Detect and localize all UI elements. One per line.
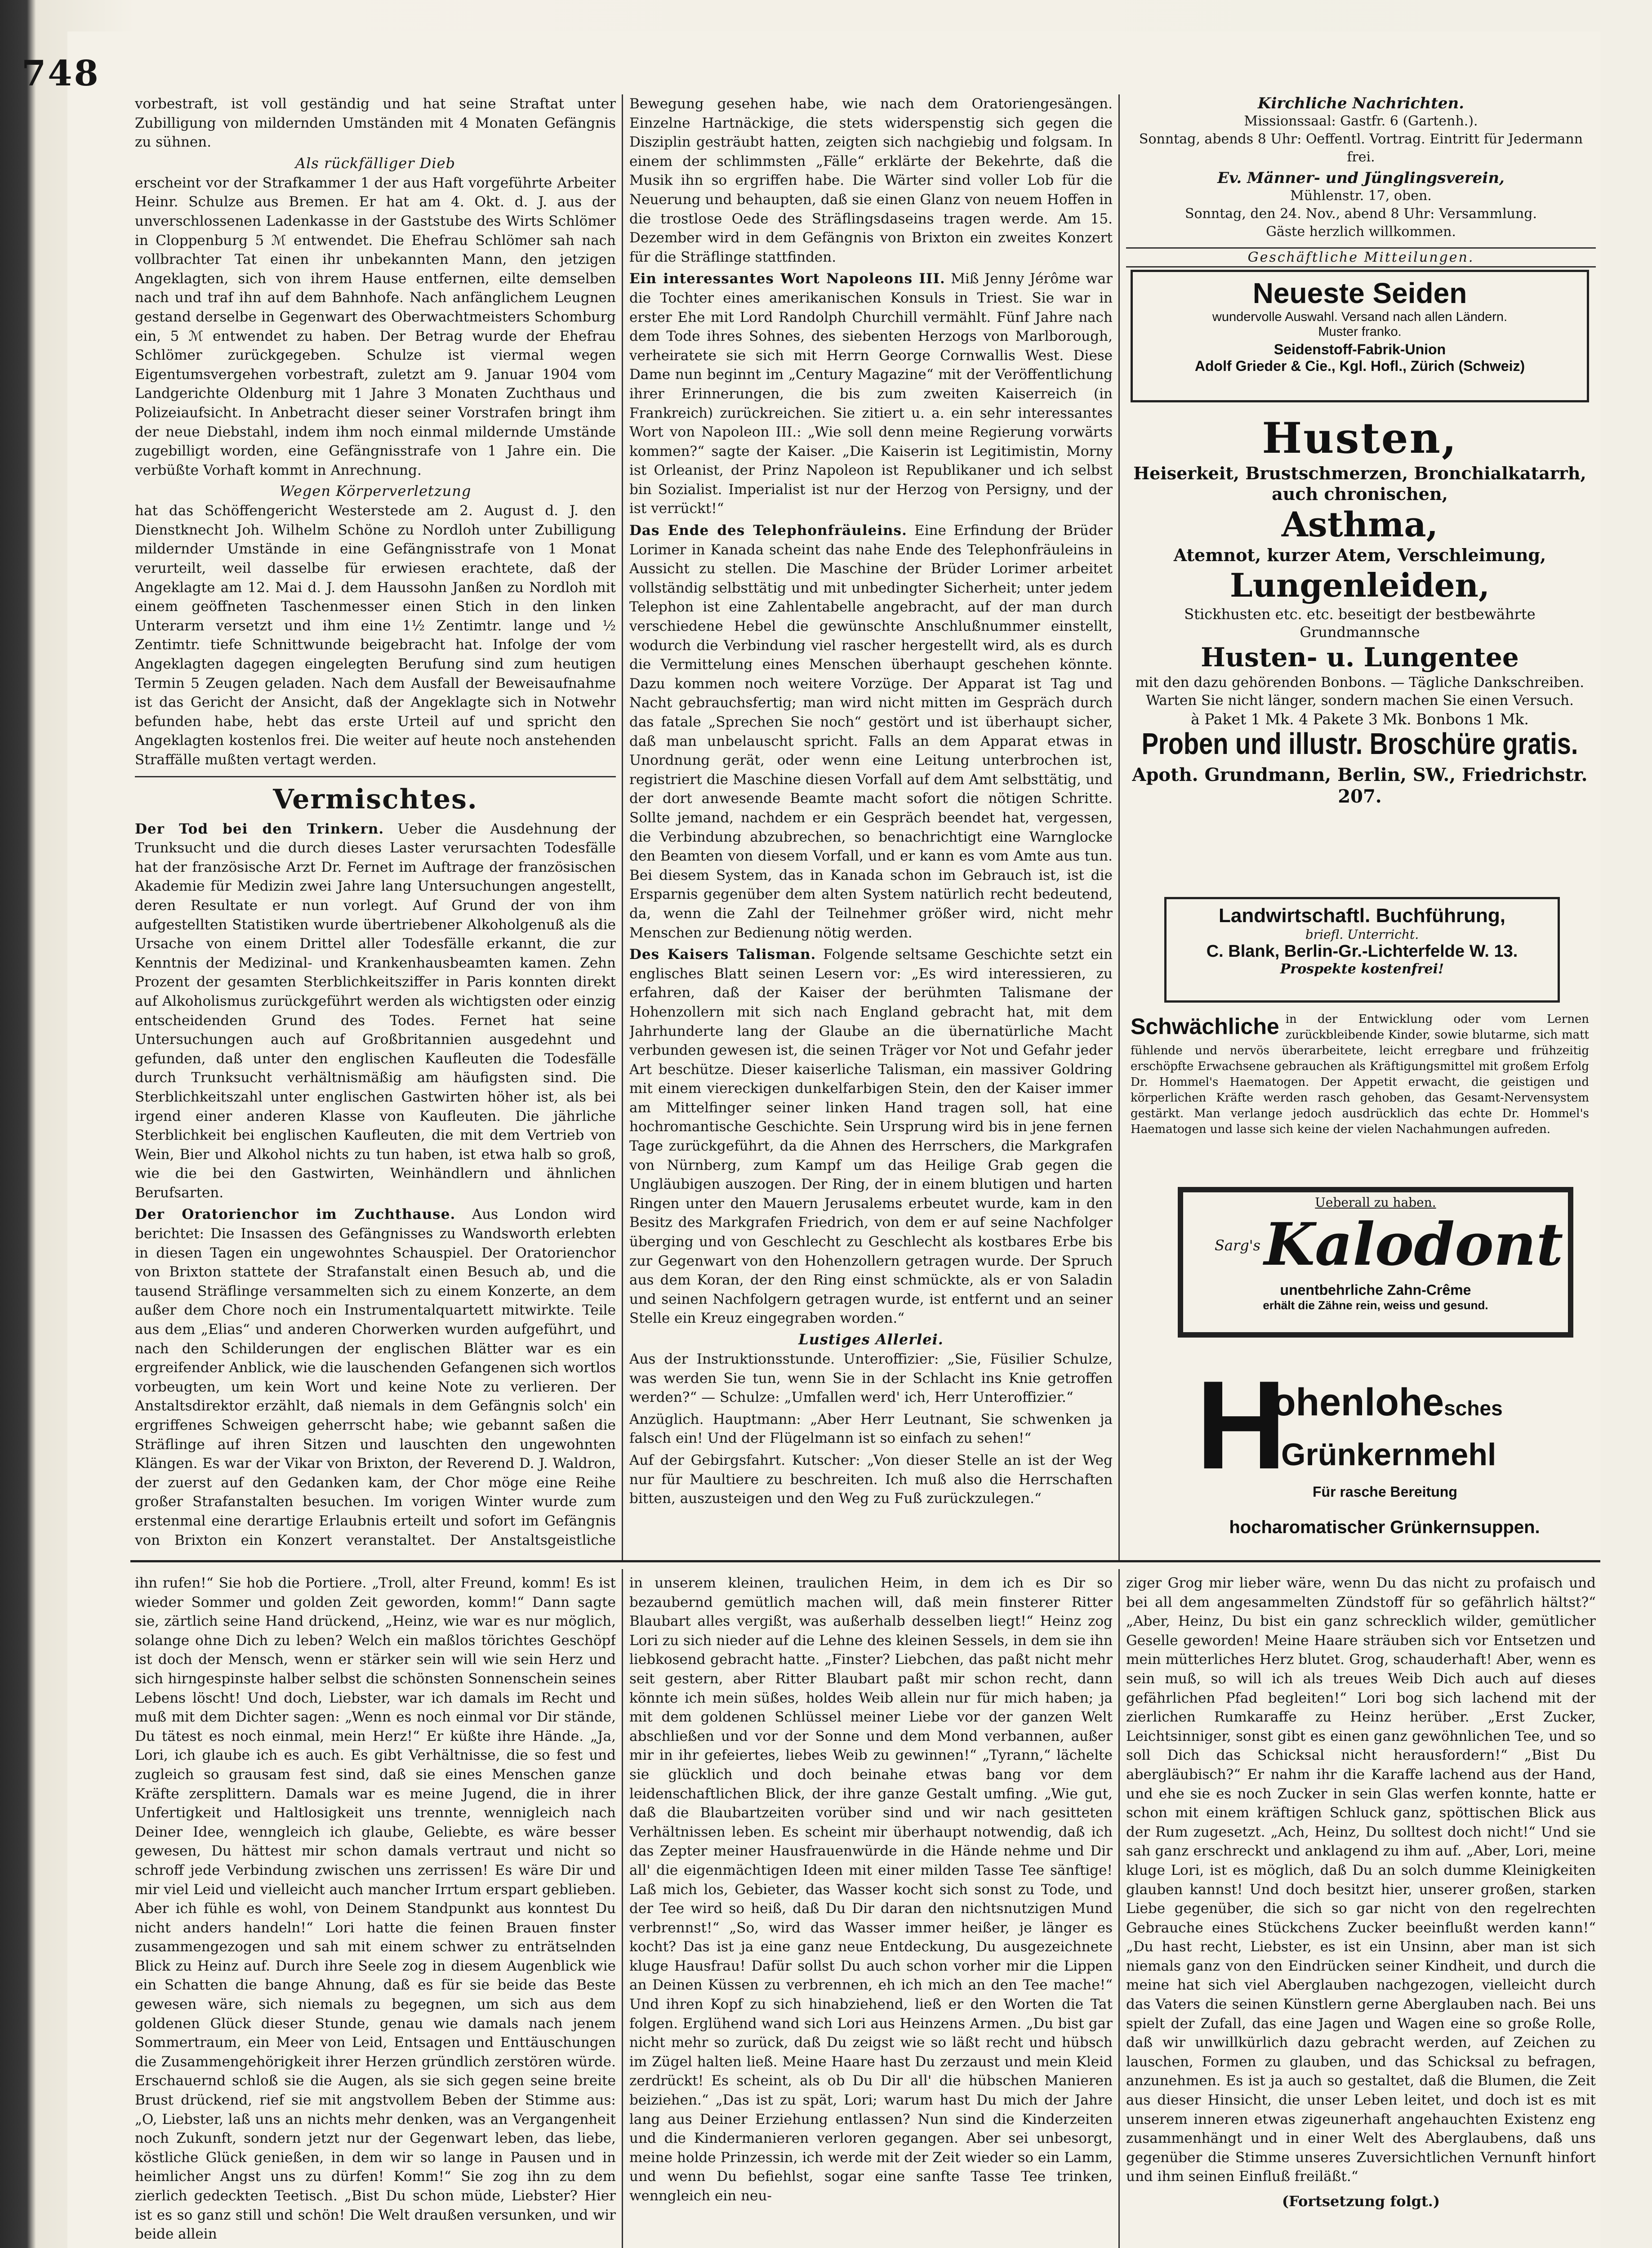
ad-buch-line-3: Prospekte kostenfrei! [1280, 961, 1444, 977]
ad-schw-body [1131, 1012, 1589, 1137]
ad-buch-line-2: C. Blank, Berlin-Gr.-Lichterfelde W. 13. [1206, 942, 1518, 961]
ad-seiden [1131, 270, 1589, 402]
ad-hohenlohe [1187, 1355, 1582, 1551]
ad-kalodont-logo-area [1183, 1210, 1568, 1282]
ad-hohen-line-3: Für rasche Bereitung [1313, 1484, 1457, 1500]
ad-schw-title: Schwächliche [1131, 1014, 1279, 1039]
feuilleton-rule-1 [622, 1569, 623, 2248]
ad-husten-line-3: Stickhusten etc. etc. beseitigt der bestbewährte Grundmannsche [1184, 606, 1536, 641]
ad-husten-proben: Proben und illustr. Broschüre gratis. [1141, 726, 1578, 761]
article-continuation: vorbestraft, ist voll geständig und hat seine Straftat unter Zubilligung von mildernden Umständen mit 4 Monaten Gefängnis zu sühnen. [135, 96, 616, 151]
heading-rueckfaelliger-dieb: Als rückfälliger Dieb [295, 154, 455, 172]
text-talisman: Folgende seltsame Geschichte setzt ein englisches Blatt seinen Lesern vor: „Es wird interessieren, zu erfahren, daß der Kaiser der berühmten Talismane der Hohenzollern mit sich nach England gebracht hat, mit dem Jahrhunderte lang der Glaube an die übernatürliche Macht verbunden gewesen ist, die seinen Träger vor Not und Gefahr jeder Art beschütze. Dieser kaiserliche Talisman, ein massiver Goldring mit einem viereckigen dunkelfarbigen Stein, den der Kaiser immer am Mittelfinger seiner linken Hand tragen soll, hat eine hochromantische Geschichte. Sein Ursprung wird bis in jene fernen Tage zurückgeführt, da die Ahnen des Herrschers, die Markgrafen von Nürnberg, zum Kampf um das Heilige Grab gegen die Ungläubigen auszogen. Der Ring, der in einem blutigen und harten Ringen unter den Mauern Jerusalems erbeutet wurde, kam in den Besitz des Markgrafen Friedrich, von dem er auf seine Nachfolger überging und von Geschlecht zu Geschlecht als kostbares Erbe bis zur Gegenwart von den Hohenzollern getragen wurde. Der Spruch aus dem Koran, der den Ring einst schmückte, als er von Saladin und seinen Nachfolgern getragen wurde, ist entfernt und an seiner Stelle ein Kreuz eingegraben worden.“ [629, 946, 1113, 1327]
church-notices [1126, 94, 1596, 241]
ad-husten-asthma: Asthma, [1281, 504, 1438, 544]
section-divider [135, 776, 616, 777]
church-title: Kirchliche Nachrichten. [1257, 94, 1465, 112]
ad-buch-title: Landwirtschaftl. Buchführung, [1219, 905, 1505, 927]
church-title-2: Ev. Männer- und Jünglingsverein, [1217, 169, 1505, 187]
text-tod: Ueber die Ausdehnung der Trunksucht und die durch dieses Laster verursachten Todesfälle hat der französische Arzt Dr. Fernet im Auftrage der französischen Akademie für Medizin zwei Jahre lang Untersuchungen angestellt, deren Resultate er nun vorlegt. Auf Grund der von ihm aufgestellten Statistiken wurde übertriebener Alkoholgenuß als die Ursache von einem Drittel aller Todesfälle erkannt, die zur Kenntnis der Medizinal- und Krankenhausbeamten kamen. Zehn Prozent der gesamten Sterblichkeitsziffer in Paris konnten direkt auf Alkoholismus zurückgeführt werden als wichtigsten oder einzig entscheidenden Grund des Todes. Fernet hat seine Untersuchungen auch auf Großbritannien ausgedehnt und gefunden, daß unter den englischen Kaufleuten die Todesfälle durch Trunksucht verhältnismäßig am häufigsten sind. Die Sterblichkeitszahl unter englischen Gastwirten höher ist, als bei irgend einer anderen Klasse von Kaufleuten. Die jährliche Sterblichkeit bei englischen Kaufleuten, die mit dem Vertrieb von Wein, Bier und Alkohol nichts zu tun haben, ist etwa halb so groß, wie die bei den Gastwirten, Weinhändlern und ähnlichen Berufsarten. [135, 821, 616, 1201]
text-chor: Aus London wird berichtet: Die Insassen des Gefängnisses zu Wandsworth erlebten in diesen Tagen ein ungewohntes Schauspiel. Der Oratorienchor von Brixton stattete der Strafanstalt einen Besuch ab, und die tausend Sträflinge versammelten sich zu einem Konzerte, an dem außer dem Chore noch ein Instrumentalquartett mitwirkte. Teile aus dem „Elias“ und anderen Chorwerken wurden aufgeführt, und nach den Schilderungen der englischen Blätter war es ein ergreifender Anblick, wie die lauschenden Gefangenen sich wortlos vorbeugten, um kein Wort und keine Note zu verlieren. Der Anstaltsdirektor erzählt, daß niemals in dem Gefängnis solch' ein ergriffenes Schweigen geherrscht habe; wie gebannt saßen die Sträflinge auf ihren Sitzen und lauschten den ungewohnten Klängen. Es war der Vikar von Brixton, der Reverend D. J. Waldron, der zuerst auf den Gedanken kam, der Chor möge eine Reihe großer Strafanstalten besuchen. Im vorigen Winter wurde zum erstenmal eine derartige Erlaubnis erteilt und sofort im Gefängnis von Brixton ein Konzert veranstaltet. Der Anstaltsgeistliche [135, 1206, 616, 1548]
ad-husten-tee: Husten- u. Lungentee [1201, 642, 1519, 673]
ad-seiden-line-2: Muster franko. [1318, 325, 1402, 339]
lead-chor: Der Oratorienchor im Zuchthause. [135, 1206, 456, 1223]
ad-kalodont [1178, 1187, 1573, 1338]
ad-husten [1131, 414, 1589, 886]
ad-husten-apotheke: Apoth. Grundmann, Berlin, SW., Friedrichstr. 207. [1132, 764, 1588, 807]
ad-husten-line-2: Atemnot, kurzer Atem, Verschleimung, [1173, 545, 1546, 565]
ad-kalodont-line-2: erhält die Zähne rein, weiss und gesund. [1263, 1298, 1488, 1312]
feuilleton-column-3 [1126, 1574, 1596, 2248]
ad-schw-text: in der Entwicklung oder vom Lernen zurückbleibende Kinder, sowie blutarme, sich matt fühlende und nervös überarbeitete, leicht erregbare und frühzeitig erschöpfte Erwachsene gebrauchen als Kräftigungsmittel mit großem Erfolg Dr. Hommel's Haematogen. Der Appetit erwacht, die geistigen und körperlichen Kräfte werden rasch gehoben, das Gesamt-Nervensystem gestärkt. Man verlange jedoch ausdrücklich das echte Dr. Hommel's Haematogen und lasse sich keine der vielen Nachahmungen aufreden. [1131, 1012, 1589, 1136]
ad-kalodont-brand: Kalodont [1264, 1210, 1563, 1279]
ad-husten-line-1: Heiserkeit, Brustschmerzen, Bronchialkatarrh, auch chronischen, [1133, 463, 1586, 504]
section-geschaeftliche: Geschäftliche Mitteilungen. [1126, 247, 1596, 268]
ad-seiden-line-1: wundervolle Auswahl. Versand nach allen Ländern. [1212, 310, 1508, 324]
ad-kalodont-sarg: Sarg's [1215, 1237, 1260, 1254]
feuilleton-rule [130, 1560, 1600, 1562]
ad-hohen-line-1b: sches [1444, 1396, 1503, 1420]
ad-schwaechliche [1131, 1012, 1589, 1173]
text-telephon: Eine Erfindung der Brüder Lorimer in Kanada scheint das nahe Ende des Telephonfräuleins in Aussicht zu stellen. Die Maschine der Brüder Lorimer arbeitet vollständig selbsttätig und mit unbedingter Sicherheit; unter jedem Telephon ist eine Zahlentabelle angebracht, auf der man durch verschiedene Hebel die gewünschte Anschlußnummer einstellt, wodurch die Verbindung viel rascher hergestellt wird, als es durch die Vermittelung eines Menschen überhaupt geschehen könnte. Dazu kommen noch weitere Vorzüge. Der Apparat ist Tag und Nacht gebrauchsfertig; man wird nicht mitten im Gespräch durch das fatale „Sprechen Sie noch“ gestört und ist überhaupt sicher, daß man unbelauscht spricht. Falls an dem Apparat etwas in Unordnung gerät, oder wenn eine Leitung unterbrochen ist, registriert die Maschine diesen Vorfall auf dem Amt selbsttätig, und der dort anwesende Beamte macht sofort die nötigen Schritte. Sollte jemand, nachdem er ein Gespräch beendet hat, vergessen, die Verbindung abzubrechen, so benachrichtigt eine Warnglocke den Beamten von diesem Vorfall, und er kann es vom Amte aus tun. Bei diesem System, das in Kanada schon im Gebrauch ist, ist die Ersparnis gegenüber dem alten System natürlich recht bedeutend, da, wenn die Zahl der Teilnehmer größer wird, nicht mehr Menschen zur Bedienung nötig werden. [629, 522, 1113, 941]
article-dieb: erscheint vor der Strafkammer 1 der aus Haft vorgeführte Arbeiter Heinr. Schulze aus Bremen. Er hat am 4. Okt. d. J. aus der unverschlossenen Ladenkasse in der Gaststube des Wirts Schlömer in Cloppenburg 5 ℳ entwendet. Die Ehefrau Schlömer sah nach vollbrachter Tat einen ihr unbekannten Mann, den jetzigen Angeklagten, sich von ihrem Hause entfernen, eilte demselben nach und traf ihn auf dem Bahnhofe. Nach anfänglichem Leugnen gestand derselbe in Gegenwart des Oberwachtmeisters Schomburg ein, 5 ℳ entwendet zu haben. Der Betrag wurde der Ehefrau Schlömer zurückgegeben. Schulze ist viermal wegen Eigentumsvergehen vorbestraft, zuletzt am 9. Januar 1904 vom Landgerichte Oldenburg mit 1 Jahre 3 Monaten Zuchthaus und Polizeiaufsicht. In Anbetracht dieser seiner Vorstrafen bringt ihm der neue Diebstahl, indem ihm noch einmal mildernde Umstände zugebilligt worden, eine Gefängnisstrafe von 1 Jahre ein. Die verbüßte Vorhaft kommt in Anrechnung. [135, 174, 616, 478]
feuilleton-text-1: ihn rufen!“ Sie hob die Portiere. „Troll, alter Freund, komm! Es ist wieder Sommer und golden Zeit geworden, komm!“ Dann sagte sie, zärtlich seine Hand drückend, „Heinz, wie war es nur möglich, solange ohne Dich zu leben? Welch ein maßlos törichtes Geschöpf ist doch der Mensch, wenn er stärker sein will wie sein Herz und sich hirngespinste halber selbst die schönsten Sonnenschein seines Lebens löscht! Und doch, Liebster, war ich damals im Recht und muß mit dem Dichter sagen: „Wenn es noch einmal vor Dir stände, Du tätest es noch einmal, mein Herz!“ Er küßte ihre Hände. „Ja, Lori, ich glaube ich es auch. Es gibt Verhältnisse, die so fest und zugleich so grausam fest sind, daß sie eines Menschen ganze Kräfte zersplittern. Damals war es meine Jugend, die in ihrer Unfertigkeit und Haltlosigkeit uns trennte, wennigleich nach Deiner Idee, wenngleich ich glaube, Geliebte, es wäre besser gewesen, Du hättest mir schon damals vertraut und nicht so schroff jede Verbindung zwischen uns zerrissen! Es wäre Dir und mir viel Leid und vielleicht auch mancher Irrtum erspart geblieben. Aber ich fühle es wohl, von Deinem Standpunkt aus konntest Du nicht anders handeln!“ Lori hatte die feinen Brauen finster zusammengezogen und sah mit einem schwer zu enträtselnden Blick zu Heinz auf. Durch ihre Seele zog in diesem Augenblick wie ein Schatten die bange Ahnung, daß es für sie beide das Beste gewesen wäre, sich niemals zu begegnen, um sich aus dem goldenen Glück dieser Stunde, genau wie damals nach jenem Sommertraum, ein Meer von Leid, Entsagen und Enttäuschungen die Zusammengehörigkeit ihrer Herzen gründlich zerstören würde. Erschauernd schloß sie die Augen, als sie sich gegen seine breite Brust drückend, rief sie mit angstvollem Beben der Stimme aus: „O, Liebster, laß uns an nichts mehr denken, was an Vergangenheit noch Zukunft, sondern jetzt nur der Gegenwart leben, das liebe, köstliche Glück genießen, in dem wir so lange in Pausen und in heimlicher Angst uns zu dürfen! Komm!“ Sie zog ihn zu dem zierlich gedeckten Teetisch. „Bist Du schon müde, Liebster? Hier ist es so ganz still und schön! Die Welt draußen versunken, und wir beide allein [135, 1575, 616, 2243]
heading-vermischtes: Vermischtes. [273, 783, 478, 815]
article-tod-trinker [135, 820, 616, 1203]
fortsetzung-folgt: (Fortsetzung folgt.) [1282, 2193, 1440, 2210]
ad-seiden-line-4: Adolf Grieder & Cie., Kgl. Hofl., Zürich (Schweiz) [1194, 358, 1525, 374]
joke-3: Auf der Gebirgsfahrt. Kutscher: „Von dieser Stelle an ist der Weg nur für Maultiere zu beschreiten. Ich muß also die Herrschaften bitten, auszusteigen und den Weg zu Fuß zurückzulegen.“ [629, 1452, 1113, 1507]
ad-hohen-line-1: ohenlohe [1272, 1381, 1444, 1424]
lead-napoleon: Ein interessantes Wort Napoleons III. [629, 271, 945, 287]
article-chor-continued: Bewegung gesehen habe, wie nach dem Oratoriengesängen. Einzelne Hartnäckige, die stets widerspenstig sich gegen die Disziplin gesträubt hatten, zeigten sich nachgiebig und folgsam. In einem der schlimmsten „Fälle“ erklärte der Bekehrte, daß die Musik ihn so ergriffen habe. Die Wärter sind voller Lob für die Neuerung und behaupten, daß sie einen Glanz von neuem Hoffen in die trostlose Oede des Sträflingsdaseins tragen werde. Am 15. Dezember wird in dem Gefängnis von Brixton ein zweites Konzert für die Sträflinge stattfinden. [629, 96, 1113, 265]
feuilleton-rule-2 [1118, 1569, 1120, 2248]
ad-seiden-title: Neueste Seiden [1252, 277, 1467, 309]
ad-husten-line-5: à Paket 1 Mk. 4 Pakete 3 Mk. Bonbons 1 Mk. [1191, 710, 1529, 728]
ad-buchfuehrung [1164, 897, 1560, 1003]
ad-hohen-line-4: hocharomatischer Grünkernsuppen. [1229, 1517, 1540, 1537]
column-rule-2 [1118, 94, 1120, 1560]
column-rule-1 [622, 94, 623, 1560]
ad-husten-lungenleiden: Lungenleiden, [1230, 566, 1490, 604]
church-line-4: Sonntag, den 24. Nov., abend 8 Uhr: Versammlung. [1184, 206, 1537, 222]
church-line-2: Sonntag, abends 8 Uhr: Oeffentl. Vortrag. Eintritt für Jedermann frei. [1139, 131, 1583, 165]
church-line-1: Missionssaal: Gastfr. 6 (Gartenh.). [1244, 113, 1478, 129]
church-line-3: Mühlenstr. 17, oben. [1290, 188, 1432, 204]
article-telephon [629, 521, 1113, 942]
lead-talisman: Des Kaisers Talisman. [629, 946, 816, 963]
heading-lustiges: Lustiges Allerlei. [798, 1331, 944, 1348]
feuilleton-column-2 [629, 1574, 1113, 2248]
lead-telephon: Das Ende des Telephonfräuleins. [629, 522, 907, 539]
article-oratorienchor [135, 1205, 616, 1551]
column-2 [629, 94, 1113, 1551]
article-koerperverletzung: hat das Schöffengericht Westerstede am 2. August d. J. den Dienstknecht Joh. Wilhelm Schöne zu Nordloh unter Zubilligung mildernder Umstände in eine Gefängnisstrafe von 1 Monat verurteilt, weil dasselbe für erwiesen erachtete, daß der Angeklagte am 12. Mai d. J. dem Haussohn Janßen zu Nordloh mit einem geöffneten Taschenmesser einen Stich in den linken Unterarm versetzt und ihm eine 1½ Zentimtr. lange und ½ Zentimtr. tiefe Schnittwunde beigebracht hat. Infolge der vom Angeklagten dagegen eingelegten Berufung sind zum heutigen Termin 5 Zeugen geladen. Nach dem Ausfall der Beweisaufnahme ist das Gericht der Ansicht, daß der Angeklagte sich in Notwehr befunden habe, hebt das erste Urteil auf und spricht den Angeklagten kostenlos frei. Die weiter auf heute noch anstehenden Straffälle mußten vertagt werden. [135, 503, 616, 768]
ad-hohen-line-2: Grünkernmehl [1281, 1437, 1496, 1472]
joke-2: Anzüglich. Hauptmann: „Aber Herr Leutnant, Sie schwenken ja falsch ein! Und der Flügelmann ist so einfach zu sehen!“ [629, 1411, 1113, 1447]
article-napoleon [629, 269, 1113, 518]
ad-husten-line-4: mit den dazu gehörenden Bonbons. — Tägliche Dankschreiben. Warten Sie nicht länger, sondern machen Sie einen Versuch. [1135, 674, 1585, 709]
ad-kalodont-line-1: unentbehrliche Zahn-Crême [1280, 1282, 1471, 1298]
ad-hohen-initial: H [1196, 1355, 1287, 1495]
ad-husten-title: Husten, [1262, 414, 1458, 463]
church-line-5: Gäste herzlich willkommen. [1266, 224, 1456, 240]
ad-kalodont-top: Ueberall zu haben. [1315, 1195, 1436, 1210]
text-napoleon: Miß Jenny Jérôme war die Tochter eines amerikanischen Konsuls in Triest. Sie war in erster Ehe mit Lord Randolph Churchill vermählt. Fünf Jahre nach dem Tode ihres Sohnes, des siebenten Herzogs von Marlborough, verheiratete sie sich mit Herrn George Cornwallis West. Diese Dame nun beginnt im „Century Magazine“ mit der Veröffentlichung ihrer Erinnerungen, die bis zum zweiten Kaiserreich (in Frankreich) zurückreichen. Sie zitiert u. a. ein sehr interessantes Wort von Napoleon III.: „Wie soll denn meine Regierung vorwärts kommen?“ sagte der Kaiser. „Die Kaiserin ist Legitimistin, Morny ist Orleanist, der Prinz Napoleon ist Republikaner und ich selbst bin Sozialist. Imperialist ist nur der Herzog von Persigny, und der ist verrückt!“ [629, 271, 1113, 517]
ad-buch-line-1: briefl. Unterricht. [1305, 927, 1419, 942]
feuilleton-column-1 [135, 1574, 616, 2248]
feuilleton-text-2: in unserem kleinen, traulichen Heim, in dem ich es Dir so bezaubernd gemütlich machen will, daß mein finsterer Ritter Blaubart alles vergißt, was außerhalb desselben liegt!“ Heinz zog Lori zu sich nieder auf die Lehne des kleinen Sessels, in dem sie ihn liebkosend gebracht hatte. „Finster? Liebchen, das paßt nicht mehr seit gestern, aber Ritter Blaubart paßt mir schon recht, dann könnte ich mein süßes, holdes Weib allein nur für mich haben; ja mit dem goldenen Schlüssel meiner Liebe vor der ganzen Welt abschließen und vor der Sonne und dem Mond verbannen, außer mir in ihr gefeiertes, liebes Weib zu gewinnen!“ „Tyrann,“ lächelte sie glücklich und doch beinahe etwas bang vor dem leidenschaftlichen Blick, der ihre ganze Gestalt umfing. „Wie gut, daß die Blaubartzeiten vorüber sind und wir nach gesitteten Verhältnissen leben. Es scheint mir überhaupt notwendig, daß ich das Zepter meiner Hausfrauenwürde in die Hände nehme und Dir all' die eigenmächtigen Ideen mit einer milden Tasse Tee sänftige! Laß mich los, Gebieter, das Wasser kocht sich sonst zu Tode, und der Tee wird so heiß, daß Du Dir daran den nichtsnutzigen Mund verbrennst!“ „So, wird das Wasser immer heißer, je länger es kocht? Das ist ja eine ganz neue Entdeckung, Du ausgezeichnete kluge Hausfrau! Dafür sollst Du auch schon vorher mir die Lippen an Deinen Küssen zu verbrennen, eh ich mich an den Tee mache!“ Und ihren Kopf zu sich hinabziehend, ließ er den Worten die Tat folgen. Erglühend wand sich Lori aus Heinzens Armen. „Du bist gar nicht mehr so zurück, daß Du zeigst wie so läßt recht und hübsch im Zügel halten ließ. Meine Haare hast Du zerzaust und mein Kleid zerdrückt! Es scheint, als ob Du Dir all' die hübschen Manieren beiziehen.“ „Das ist zu spät, Lori; warum hast Du mich der Jahre lang aus Deiner Erziehung entlassen? Nun sind die Kinderzeiten und die Kindermanieren verloren gegangen. Aber sei unbesorgt, meine holde Prinzessin, ich werde mit der Zeit wieder so ein Lamm, und wenn Du befiehlst, sogar eine sanfte Tasse Tee trinken, wenngleich ein neu- [629, 1575, 1113, 2204]
page-number: 748 [22, 53, 100, 94]
article-talisman [629, 945, 1113, 1328]
ad-hohen-line-1-wrap [1272, 1380, 1503, 1425]
joke-1: Aus der Instruktionsstunde. Unteroffizier: „Sie, Füsilier Schulze, was werden Sie tun, wenn Sie in der Schlacht ins Knie getroffen werden?“ — Schulze: „Umfallen werd' ich, Herr Unteroffizier.“ [629, 1351, 1113, 1406]
column-1 [135, 94, 616, 1551]
feuilleton-text-3: ziger Grog mir lieber wäre, wenn Du das nicht zu profaisch und bei all dem angesammelten Zündstoff für so gefährlich hältst?“ „Aber, Heinz, Du bist ein ganz schrecklich wilder, gemütlicher Geselle geworden! Meine Haare sträuben sich vor Entsetzen und mein mütterliches Herz blutet. Grog, schauderhaft! Aber, wenn es sein muß, so will ich als treues Weib Dich auch auf dieses gefährlichen Pfad begleiten!“ Lori bog sich lachend mit der zierlichen Rumkaraffe zu Heinz herüber. „Erst Zucker, Leichtsinniger, sonst gibt es einen ganz gewöhnlichen Tee, und so soll Dich das Schicksal nicht herausfordern!“ „Bist Du abergläubisch?“ Er nahm ihr die Karaffe lachend aus der Hand, und ehe sie es noch Zucker in sein Glas werfen konnte, hatte er schon mit einem kräftigen Schluck ganz, spöttischen Blick aus der Rum zugesetzt. „Ach, Heinz, Du solltest doch nicht!“ Und sie sah ganz erschreckt und anklagend zu ihm auf. „Aber, Lori, meine kluge Lori, ist es möglich, daß Du an solch dumme Kleinigkeiten glauben kannst! Und doch besitzt hier, unserer großen, starken Liebe gegenüber, die sich so gar nicht von den regelrechten Gebrauche eines Stückchens Zucker beeinflußt werden kann!“ „Du hast recht, Liebster, es ist ein Unsinn, aber man ist sich niemals ganz von den Eindrücken seiner Kindheit, und durch die meine hat sich viel Aberglauben nachgezogen, vielleicht durch das Vaters die seinen Künstlern gerne Aberglauben nach. Bei uns spielt der Zufall, das eine Jagen und Wagen eine so große Rolle, daß wir unwillkürlich dazu gebracht werden, auf Zeichen zu lauschen, Formen zu glauben, und das Schicksal zu befragen, anzunehmen. Es ist ja auch so gestaltet, daß die Blumen, die Zeit aus dieser Hinsicht, die unser Leben leitet, und doch ist es mit unserem inneren etwas zigeunerhaft angehauchten Existenz eng zusammenhängt und in einer Welt des Aberglaubens, daß uns gegenüber die Stimme unseres Zuversichtlichen Vernunft hinfort und ihm seinen Einfluß freiläßt.“ [1126, 1575, 1596, 2185]
ad-seiden-line-3: Seidenstoff-Fabrik-Union [1274, 341, 1446, 357]
heading-koerperverletzung: Wegen Körperverletzung [279, 482, 472, 500]
lead-tod: Der Tod bei den Trinkern. [135, 821, 384, 837]
